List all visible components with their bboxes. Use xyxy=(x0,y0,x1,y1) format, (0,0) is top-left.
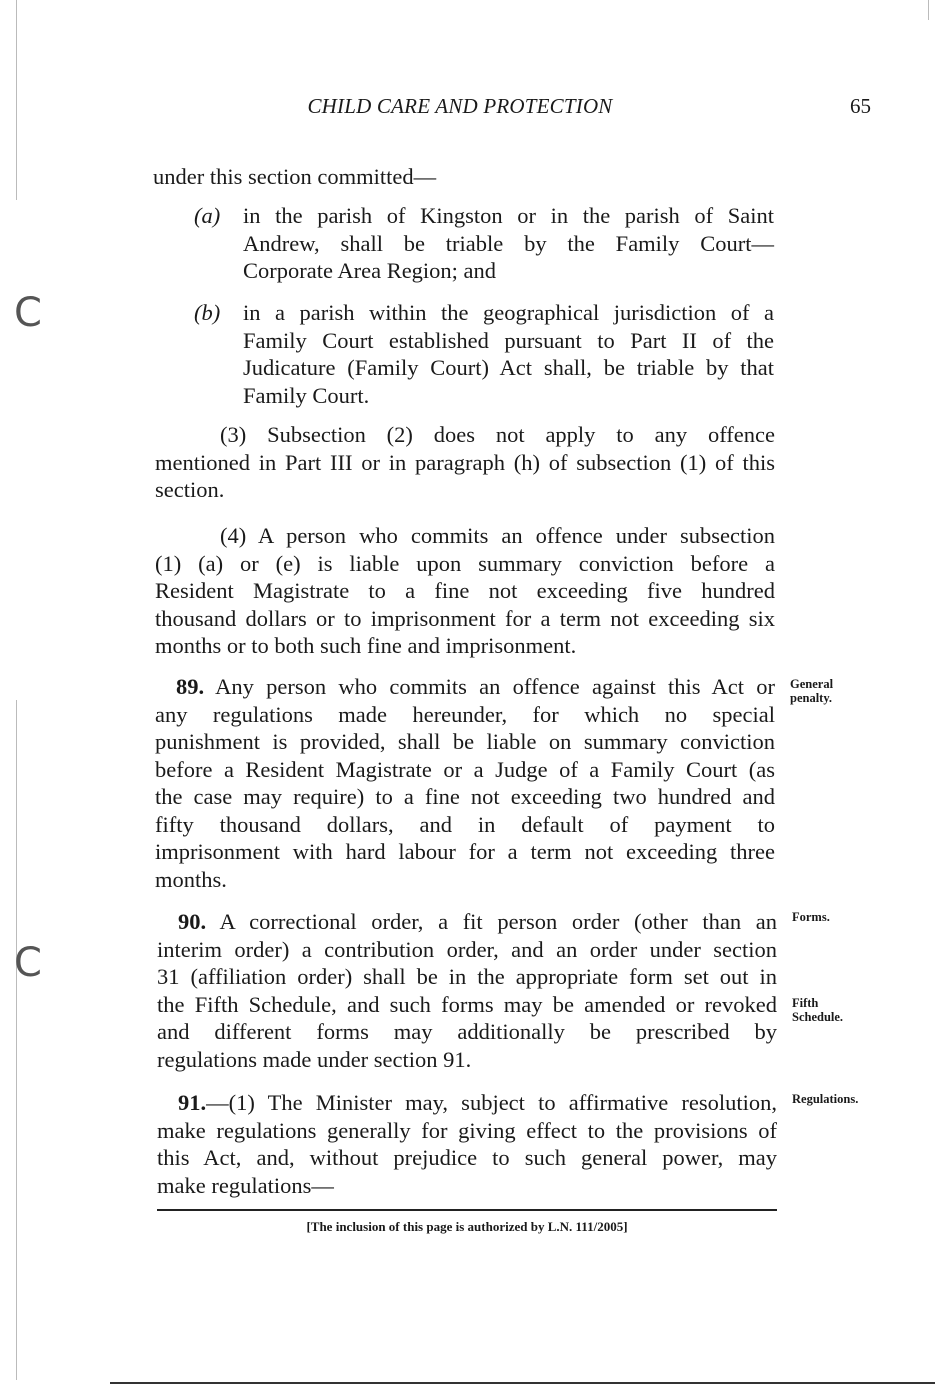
paragraph-line: the Fifth Schedule, and such forms may be amended or revoked xyxy=(157,991,777,1017)
subsection-4 xyxy=(155,522,775,660)
paragraph-line: fifty thousand dollars, and in default of payment to xyxy=(155,811,775,837)
section-91 xyxy=(157,1089,777,1199)
item-a-body xyxy=(243,202,774,285)
section-89 xyxy=(155,673,775,893)
paragraph-line: (3) Subsection (2) does not apply to any offence xyxy=(220,422,775,447)
subsection-3 xyxy=(155,421,775,504)
paragraph-line: this Act, and, without prejudice to such general power, may xyxy=(157,1145,777,1170)
section-number: 89. xyxy=(176,674,205,699)
left-scan-edge-lower xyxy=(16,700,17,1380)
paragraph-line xyxy=(157,908,777,936)
item-label: (a) xyxy=(194,203,221,228)
section-89-first-line: Any person who commits an offence against this Act or xyxy=(215,674,776,699)
item-line: Andrew, shall be triable by the Family Court— xyxy=(243,230,774,256)
margin-note-line: Fifth xyxy=(792,996,819,1010)
running-header-title: CHILD CARE AND PROTECTION xyxy=(307,94,613,118)
paragraph-line: (4) A person who commits an offence under subsection xyxy=(220,523,775,548)
margin-note-fifth-schedule xyxy=(792,996,843,1024)
section-90 xyxy=(157,908,777,1073)
paragraph-line: mentioned in Part III or in paragraph (h) of subsection (1) of this xyxy=(155,449,775,475)
margin-note-line: penalty. xyxy=(790,691,833,705)
item-line: Judicature (Family Court) Act shall, be triable by that xyxy=(243,355,774,380)
paragraph-line: months. xyxy=(155,866,227,892)
paragraph-line: (1) (a) or (e) is liable upon summary conviction before a xyxy=(155,550,775,576)
item-line: Corporate Area Region; and xyxy=(243,258,497,283)
left-scan-edge xyxy=(16,0,17,200)
binder-hole-mark-top: C xyxy=(14,290,42,336)
scan-bottom-edge xyxy=(110,1382,935,1384)
lead-text: under this section committed— xyxy=(153,164,437,189)
margin-note-line: General xyxy=(790,677,834,691)
item-b xyxy=(194,299,774,409)
item-b-body xyxy=(243,299,774,409)
margin-note-general-penalty xyxy=(790,677,833,705)
margin-note-regulations: Regulations. xyxy=(792,1092,859,1106)
paragraph-line: imprisonment with hard labour for a term not exceeding three xyxy=(155,839,775,864)
paragraph-line: 31 (affiliation order) shall be in the appropriate form set out in xyxy=(157,964,777,989)
subsection-intro: —(1) xyxy=(206,1090,255,1115)
footer-authorization-note: [The inclusion of this page is authorized by L.N. 111/2005] xyxy=(306,1219,628,1234)
paragraph-line: any regulations made hereunder, for which no special xyxy=(155,701,775,727)
paragraph-line: make regulations— xyxy=(157,1172,334,1198)
margin-note-forms: Forms. xyxy=(792,910,830,924)
paragraph-line xyxy=(155,673,775,701)
item-label: (b) xyxy=(194,300,221,325)
paragraph-line: make regulations generally for giving effect to the provisions of xyxy=(157,1117,777,1143)
page-number: 65 xyxy=(850,94,871,118)
item-line: Family Court established pursuant to Part II of the xyxy=(243,327,774,353)
paragraph-line: thousand dollars or to imprisonment for a term not exceeding six xyxy=(155,605,775,631)
section-91-first-line: The Minister may, subject to affirmative resolution, xyxy=(267,1090,778,1115)
paragraph-line: and different forms may additionally be prescribed by xyxy=(157,1019,777,1044)
paragraph-line xyxy=(157,1089,777,1117)
section-number: 91. xyxy=(178,1090,207,1115)
paragraph-line: regulations made under section 91. xyxy=(157,1046,472,1072)
binder-hole-mark-bottom: C xyxy=(14,940,42,986)
paragraph-line: before a Resident Magistrate or a Judge of a Family Court (as xyxy=(155,756,775,782)
item-line: in the parish of Kingston or in the parish of Saint xyxy=(243,203,774,228)
paragraph-line: Resident Magistrate to a fine not exceeding five hundred xyxy=(155,578,775,603)
right-scan-edge xyxy=(928,0,929,20)
paragraph-line: section. xyxy=(155,477,225,502)
paragraph-line: the case may require) to a fine not exceeding two hundred and xyxy=(155,784,775,809)
paragraph-line: interim order) a contribution order, and an order under section xyxy=(157,936,777,962)
item-line: in a parish within the geographical jurisdiction of a xyxy=(243,300,774,325)
item-line: Family Court. xyxy=(243,382,370,408)
footer-rule xyxy=(157,1209,777,1211)
margin-note-line: Schedule. xyxy=(792,1010,844,1024)
section-number: 90. xyxy=(178,909,207,934)
paragraph-line: months or to both such fine and imprisonment. xyxy=(155,633,577,658)
item-a xyxy=(194,202,774,285)
section-90-first-line: A correctional order, a fit person order (other than an xyxy=(219,909,778,934)
paragraph-line: punishment is provided, shall be liable on summary conviction xyxy=(155,729,775,754)
